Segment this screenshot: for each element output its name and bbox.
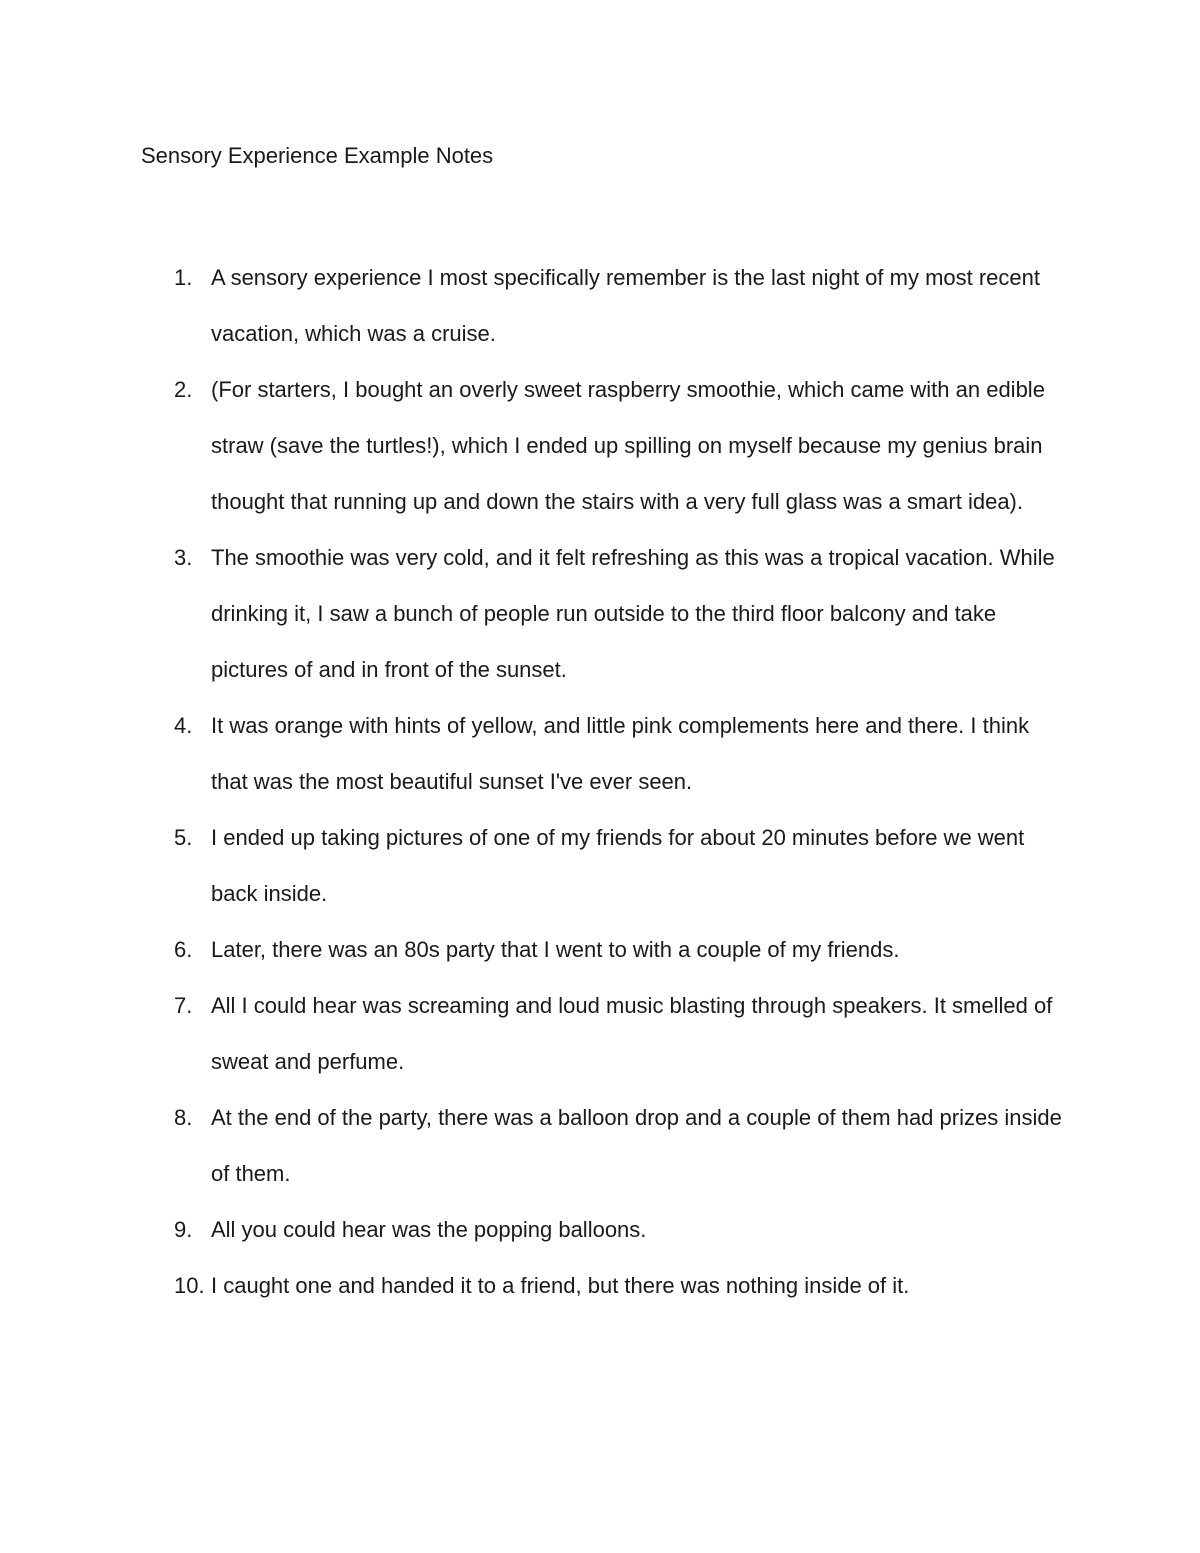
list-item-text: A sensory experience I most specifically remember is the last night of my most recent vacation, which was a cruise.	[211, 265, 1040, 346]
notes-list	[0, 250, 1200, 1314]
list-item	[0, 698, 1071, 810]
list-item	[0, 250, 1071, 362]
list-item-number: 9.	[174, 1217, 193, 1242]
list-item-text: I ended up taking pictures of one of my friends for about 20 minutes before we went back inside.	[211, 825, 1025, 906]
list-item	[0, 362, 1071, 530]
list-item	[0, 922, 1071, 978]
list-item-text: All you could hear was the popping balloons.	[211, 1217, 647, 1242]
list-item-number: 3.	[174, 545, 193, 570]
list-item-number: 5.	[174, 825, 193, 850]
list-item-number: 2.	[174, 377, 193, 402]
list-item	[0, 978, 1071, 1090]
list-item	[0, 1258, 1071, 1314]
page-title: Sensory Experience Example Notes	[141, 143, 494, 168]
list-item-number: 4.	[174, 713, 193, 738]
list-item-text: Later, there was an 80s party that I went to with a couple of my friends.	[211, 937, 900, 962]
list-item-number: 1.	[174, 265, 193, 290]
list-item	[0, 1090, 1071, 1202]
list-item-text: I caught one and handed it to a friend, but there was nothing inside of it.	[211, 1273, 910, 1298]
list-item-text: It was orange with hints of yellow, and little pink complements here and there. I think that was the most beautiful sunset I've ever seen.	[211, 713, 1030, 794]
list-item-text: The smoothie was very cold, and it felt refreshing as this was a tropical vacation. While drinking it, I saw a bunch of people run outside to the third floor balcony and take pictures of and in front of the sunset.	[211, 545, 1055, 682]
list-item-number: 7.	[174, 993, 193, 1018]
list-item-number: 8.	[174, 1105, 193, 1130]
list-item	[0, 1202, 1071, 1258]
list-item-number: 10.	[174, 1273, 205, 1298]
list-item-text: (For starters, I bought an overly sweet raspberry smoothie, which came with an edible straw (save the turtles!), which I ended up spilling on myself because my genius brain thought that running up and down the stairs with a very full glass was a smart idea).	[211, 377, 1045, 514]
list-item-text: All I could hear was screaming and loud music blasting through speakers. It smelled of sweat and perfume.	[211, 993, 1053, 1074]
list-item	[0, 810, 1071, 922]
list-item-number: 6.	[174, 937, 193, 962]
list-item	[0, 530, 1071, 698]
list-item-text: At the end of the party, there was a balloon drop and a couple of them had prizes inside of them.	[211, 1105, 1062, 1186]
